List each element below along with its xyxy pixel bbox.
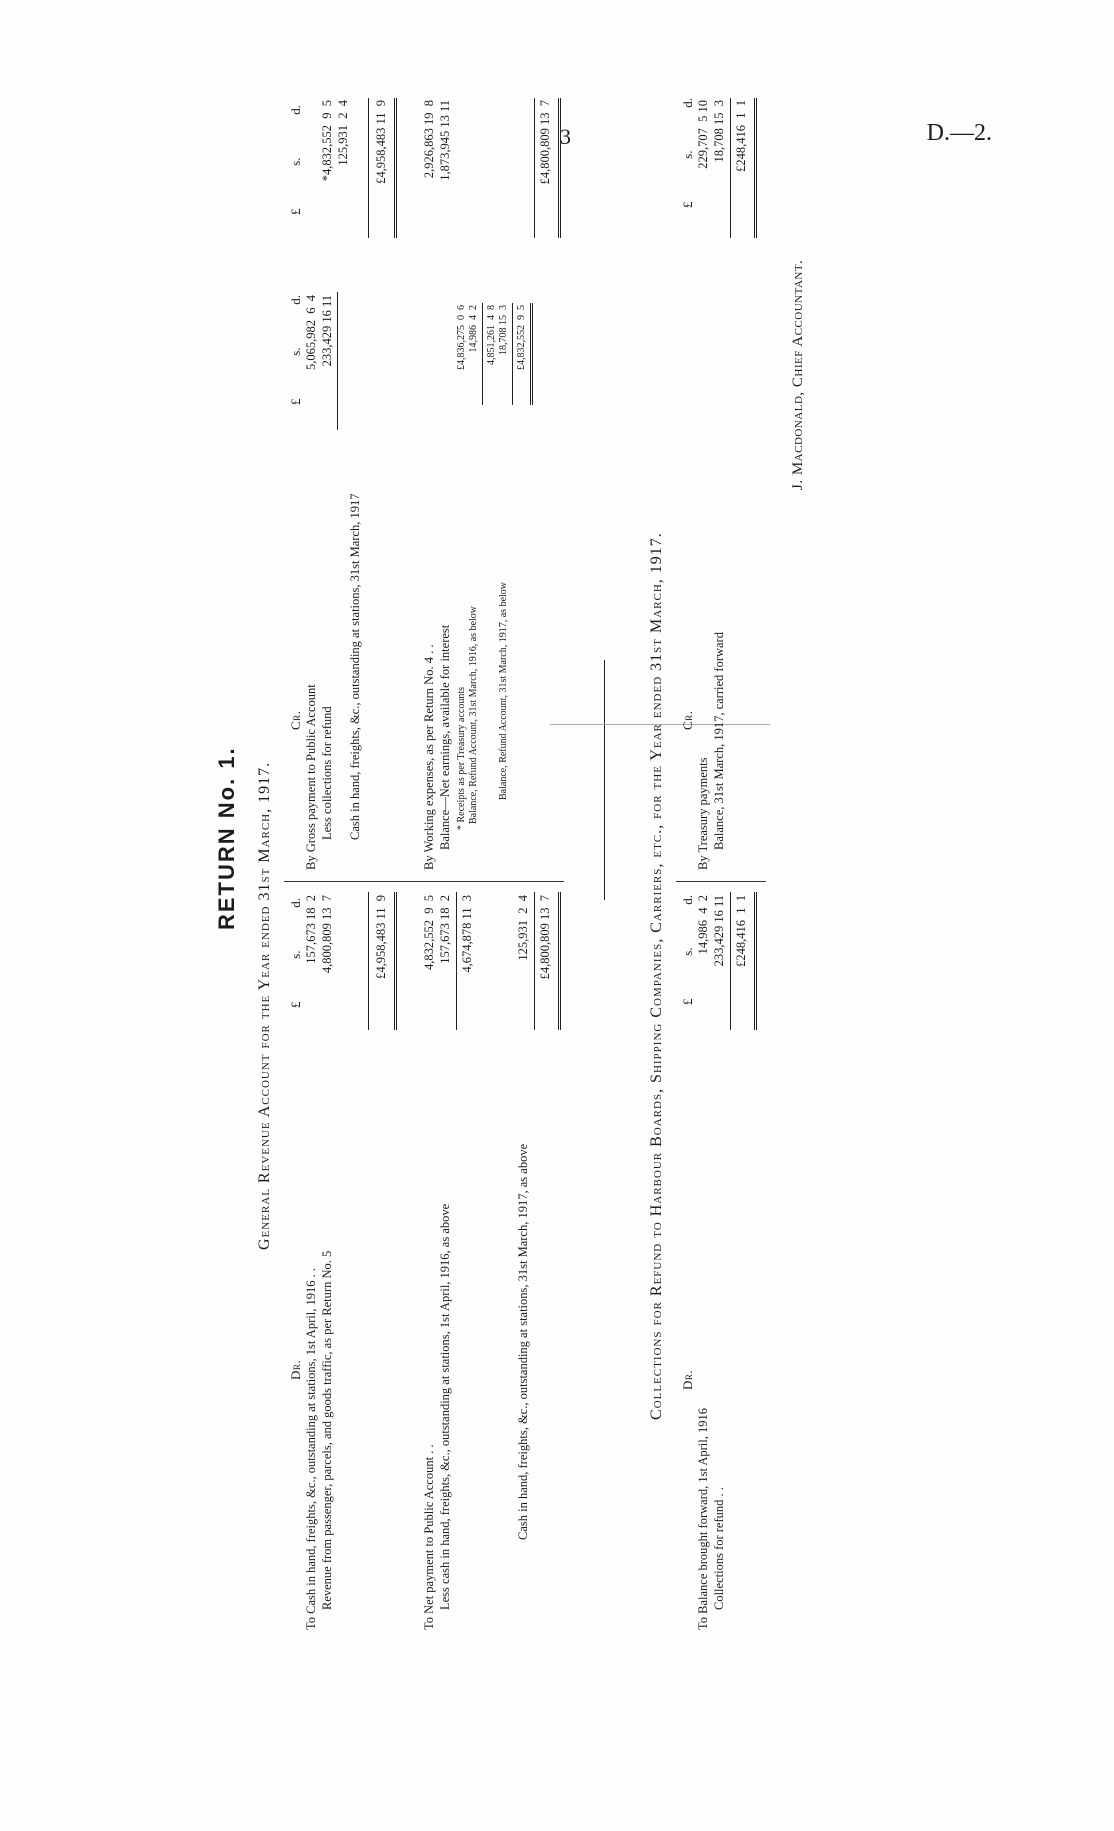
- cr-total-1: £4,958,483 11 9: [374, 100, 388, 184]
- dr-row-6-text: Cash in hand, freights, &c., outstanding at stations, 31st March, 1917, as above: [516, 1143, 530, 1540]
- collections-dr-row-2-text: Collections for refund . .: [712, 1487, 726, 1610]
- dr-row-1-text: To Cash in hand, freights, &c., outstanding at stations, 1st April, 1916 . .: [304, 1268, 318, 1630]
- cr-total-2: £4,800,809 13 7: [538, 100, 552, 185]
- cr-row-1-text: By Gross payment to Public Account: [304, 684, 318, 870]
- pence-label: d.: [288, 105, 303, 115]
- dr-row-1-amount: 157,673 18 2: [304, 895, 318, 964]
- cr-lsd-header: [288, 105, 304, 215]
- shilling-label: s.: [680, 947, 695, 956]
- collections-cr-row-1-amount: 229,707 5 10: [696, 100, 710, 169]
- rotated-sheet: [200, 50, 840, 1630]
- pence-label: d.: [680, 98, 695, 108]
- cr-row-3-text: Cash in hand, freights, &c., outstanding at stations, 31st March, 1917: [348, 493, 362, 840]
- note-5-rule: [512, 303, 513, 405]
- dr-row-2-text: Revenue from passenger, parcels, and goods traffic, as per Return No. 5: [320, 1250, 334, 1610]
- collections-title: Collections for Refund to Harbour Boards, Shipping Companies, Carriers, etc., for the Year ended 31st March, 1917.: [648, 532, 665, 1420]
- dr-row-3-text: To Net payment to Public Account . .: [422, 1444, 436, 1630]
- dr-row-5-amount: 4,674,878 11 3: [460, 895, 474, 973]
- dr-label: Dr.: [288, 1359, 303, 1380]
- note-2-text: Balance, Refund Account, 31st March, 1916, as below: [468, 605, 479, 824]
- dr-row-6-amount: 125,931 2 4: [516, 895, 530, 961]
- cr-label: Cr.: [288, 710, 303, 730]
- cr-row-1-amount: 5,065,982 6 4: [304, 295, 318, 370]
- collections-dr-total: £248,416 1 1: [734, 895, 748, 967]
- dr-row-5-rule: [456, 892, 457, 1030]
- collections-dr-row-1-text: To Balance brought forward, 1st April, 1916: [696, 1408, 710, 1630]
- collections-cr-total-rule: [730, 98, 731, 238]
- cr-row-5-amount: 1,873,945 13 11: [438, 100, 452, 181]
- note-4-text: Balance, Refund Account, 31st March, 1917, as below: [498, 581, 509, 800]
- note-1-amount: £4,836,275 0 6: [456, 305, 467, 370]
- cr-row-2-amount: 233,429 16 11: [320, 295, 334, 367]
- dr-total-1: £4,958,483 11 9: [374, 895, 388, 979]
- collections-dr-row-2-amount: 233,429 16 11: [712, 895, 726, 967]
- section-separator: [604, 660, 605, 900]
- collections-dr-total-double-rule: [754, 892, 757, 1030]
- collections-divider: [676, 881, 766, 882]
- note-5-amount: £4,832,552 9 5: [516, 305, 527, 370]
- dr-row-2-amount: 4,800,809 13 7: [320, 895, 334, 974]
- pound-label: £: [288, 398, 303, 405]
- cr-row-4-amount: 2,926,863 19 8: [422, 100, 436, 179]
- pence-label: d.: [288, 295, 303, 305]
- pound-label: £: [680, 998, 695, 1005]
- pence-label: d.: [680, 895, 695, 905]
- dr-total-2-rule: [534, 892, 535, 1030]
- collections-cr-row-2-amount: 18,708 15 3: [712, 100, 726, 163]
- note-1-text: * Receipts as per Treasury accounts: [456, 686, 467, 830]
- document-code: D.—2.: [926, 120, 992, 146]
- shilling-label: s.: [288, 347, 303, 356]
- pound-label: £: [288, 1001, 303, 1008]
- dr-lsd-header: [288, 898, 304, 1008]
- cr-total-2-rule: [534, 98, 535, 238]
- shilling-label: s.: [288, 157, 303, 166]
- pence-label: d.: [288, 898, 303, 908]
- note-2-amount: 14,986 4 2: [468, 305, 479, 353]
- cr-total-1-double-rule: [394, 98, 397, 238]
- dr-total-1-double-rule: [394, 892, 397, 1030]
- cr-row-2b-amount: *4,832,552 9 5: [320, 100, 334, 182]
- dr-total-2-double-rule: [558, 892, 561, 1030]
- shilling-label: s.: [680, 150, 695, 159]
- shilling-label: s.: [288, 950, 303, 959]
- note-4-amount: 18,708 15 3: [498, 305, 509, 355]
- collections-cr-lsd-header: [680, 98, 696, 208]
- dr-total-1-rule: [368, 892, 369, 1030]
- note-3-amount: 4,851,261 4 8: [486, 305, 497, 365]
- note-3-rule: [482, 303, 483, 405]
- dr-row-4-text: Less cash in hand, freights, &c., outstanding at stations, 1st April, 1916, as above: [438, 1203, 452, 1610]
- collections-cr-label: Cr.: [680, 710, 695, 730]
- return-title: RETURN No. 1.: [214, 746, 239, 930]
- cr-total-2-double-rule: [558, 98, 561, 238]
- collections-cr-row-2-text: Balance, 31st March, 1917, carried forward: [712, 632, 726, 850]
- page-number: 3: [560, 124, 571, 149]
- cr-row-5-text: Balance—Net earnings, available for interest: [438, 624, 452, 850]
- dr-row-3-amount: 4,832,552 9 5: [422, 895, 436, 970]
- cr-row-4-text: By Working expenses, as per Return No. 4 . .: [422, 644, 436, 870]
- cr-total-1-rule: [368, 98, 369, 238]
- collections-dr-row-1-amount: 14,986 4 2: [696, 895, 710, 955]
- collections-cr-row-1-text: By Treasury payments: [696, 757, 710, 870]
- general-account-title: General Revenue Account for the Year ended 31st March, 1917.: [256, 761, 273, 1250]
- cr-row-3-amount: 125,931 2 4: [336, 100, 350, 166]
- pound-label: £: [288, 208, 303, 215]
- collections-cr-total-double-rule: [754, 98, 757, 238]
- collections-cr-total: £248,416 1 1: [734, 100, 748, 172]
- pound-label: £: [680, 201, 695, 208]
- ledger-divider: [284, 881, 564, 882]
- cr-row-2-text: Less collections for refund: [320, 706, 334, 840]
- dr-row-4-amount: 157,673 18 2: [438, 895, 452, 964]
- cr-row-2b-rule: [337, 292, 338, 430]
- dr-total-2: £4,800,809 13 7: [538, 895, 552, 980]
- note-5-double-rule: [530, 303, 533, 405]
- collections-dr-total-rule: [730, 892, 731, 1030]
- collections-dr-label: Dr.: [680, 1369, 695, 1390]
- cr-inner-lsd-header: [288, 295, 304, 405]
- collections-dr-lsd-header: [680, 895, 696, 1005]
- signature: J. Macdonald, Chief Accountant.: [790, 259, 806, 490]
